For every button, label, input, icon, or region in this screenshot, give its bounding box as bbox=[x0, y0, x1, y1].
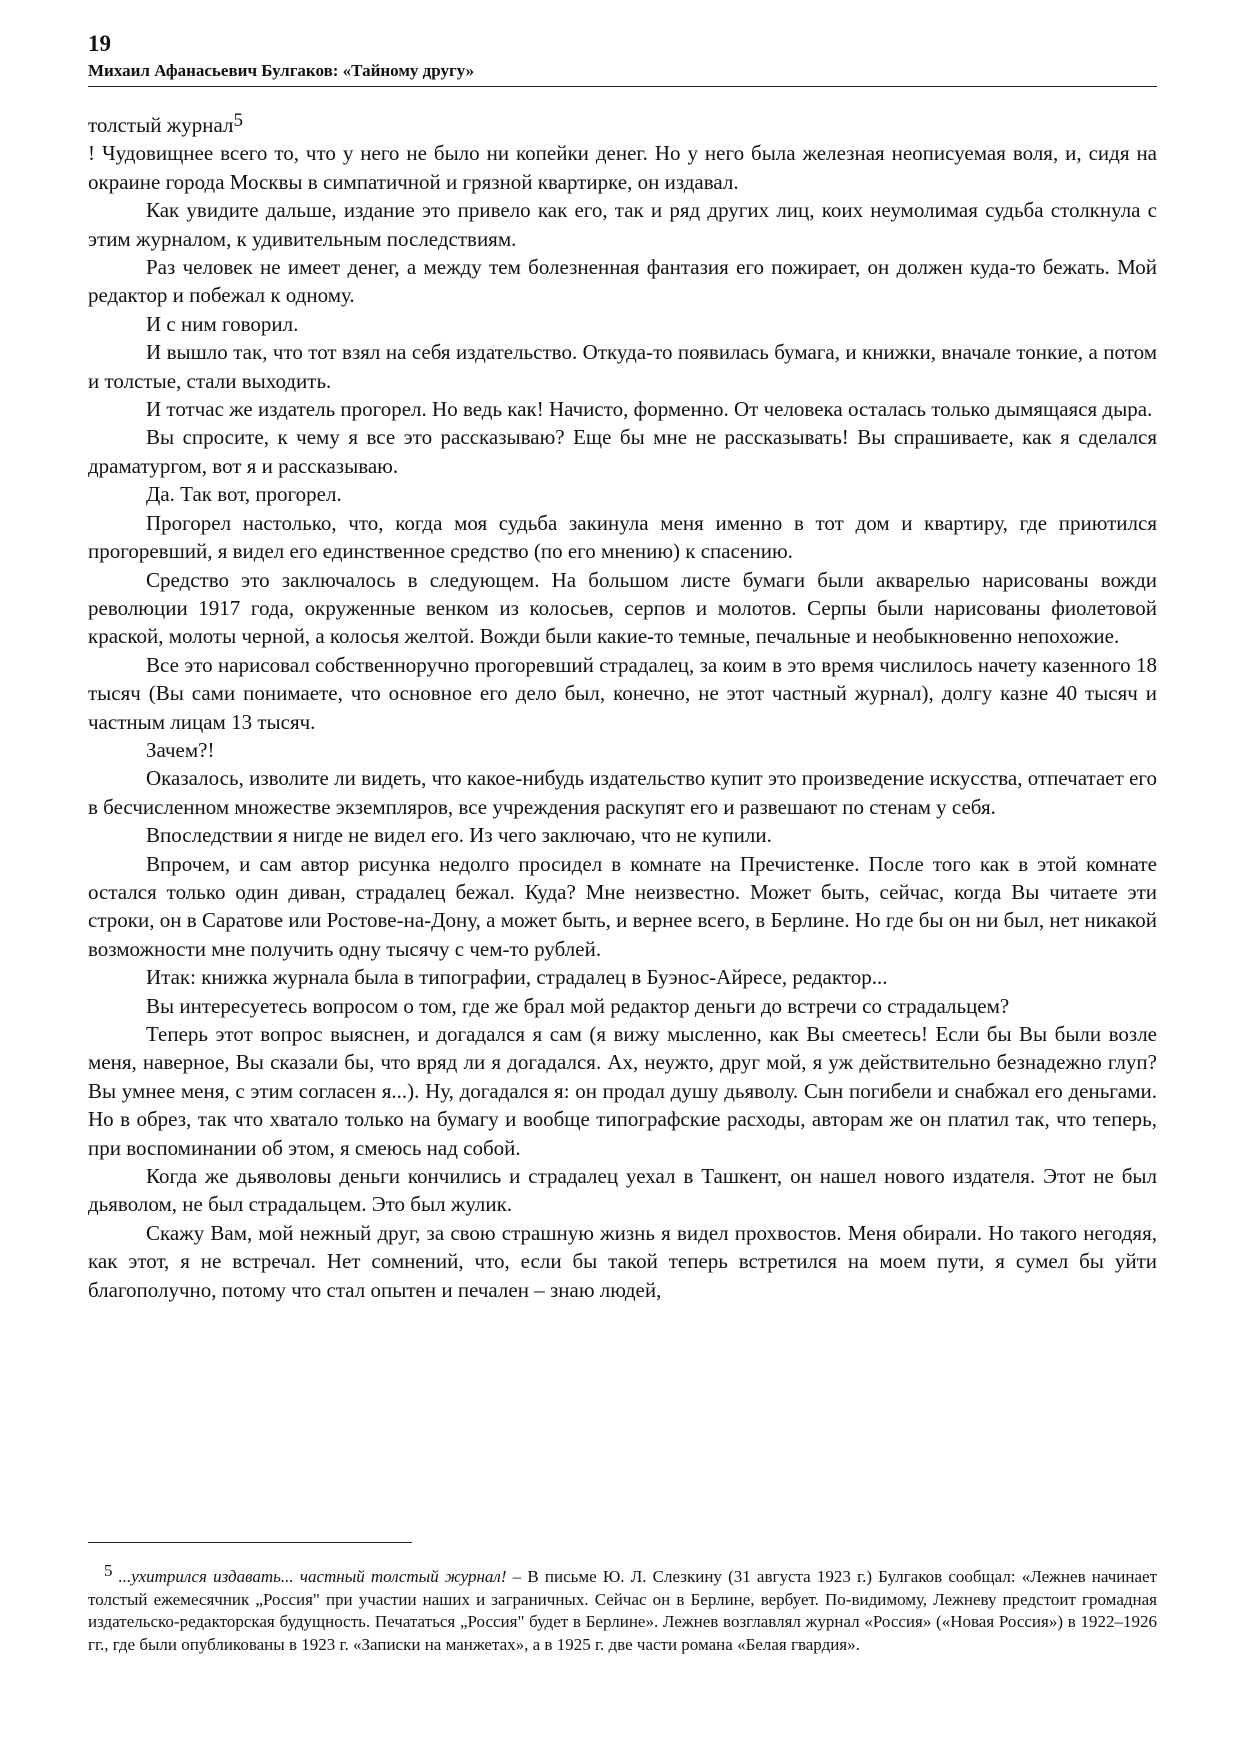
footnote-number: 5 bbox=[104, 1561, 113, 1580]
footnote-quote: ...ухитрился издавать... частный толстый журнал! bbox=[118, 1567, 507, 1586]
paragraph: Вы спросите, к чему я все это рассказываю? Еще бы мне не рассказывать! Вы спрашиваете, как я сделался драматургом, вот я и рассказываю. bbox=[88, 425, 1157, 478]
paragraph: Скажу Вам, мой нежный друг, за свою страшную жизнь я видел прохвостов. Меня обирали. Но такого негодяя, как этот, я не встречал. Нет сомнений, что, если бы такой теперь встретился на моем пути, я сумел бы уйти благополучно, потому что стал опытен и печален – знаю людей, bbox=[88, 1220, 1157, 1302]
body-text bbox=[88, 111, 1157, 1304]
paragraph: И с ним говорил. bbox=[146, 311, 299, 336]
opening-line bbox=[88, 111, 1157, 139]
paragraph: Оказалось, изволите ли видеть, что какое-нибудь издательство купит это произведение искусства, отпечатает его в бесчисленном множестве экземпляров, все учреждения раскупят его и развешают по стенам у себя. bbox=[88, 766, 1157, 819]
paragraph: ! Чудовищнее всего то, что у него не было ни копейки денег. Но у него была железная неописуемая воля, и, сидя на окраине города Москвы в симпатичной и грязной квартирке, он издавал. bbox=[88, 141, 1157, 194]
paragraph: Вы интересуетесь вопросом о том, где же брал мой редактор деньги до встречи со страдальцем? bbox=[146, 993, 1010, 1018]
paragraph: Как увидите дальше, издание это привело как его, так и ряд других лиц, коих неумолимая судьба столкнула с этим журналом, к удивительным последствиям. bbox=[88, 198, 1157, 251]
paragraph: Когда же дьяволовы деньги кончились и страдалец уехал в Ташкент, он нашел нового издателя. Этот не был дьяволом, не был страдальцем. Это был жулик. bbox=[88, 1164, 1157, 1217]
page bbox=[88, 30, 1157, 1304]
footnote-reference[interactable]: 5 bbox=[233, 110, 243, 131]
paragraph: Впрочем, и сам автор рисунка недолго просидел в комнате на Пречистенке. После того как в этой комнате остался только один диван, страдалец бежал. Куда? Мне неизвестно. Может быть, сейчас, когда Вы читаете эти строки, он в Саратове или Ростове-на-Дону, а может быть, и вернее всего, в Берлине. Но где бы он ни был, нет никакой возможности мне получить одну тысячу с чем-то рублей. bbox=[88, 851, 1157, 961]
paragraph: И вышло так, что тот взял на себя издательство. Откуда-то появилась бумага, и книжки, вначале тонкие, а потом и толстые, стали выходить. bbox=[88, 340, 1157, 393]
paragraph: Теперь этот вопрос выяснен, и догадался я сам (я вижу мысленно, как Вы смеетесь! Если бы Вы были возле меня, наверное, Вы сказали бы, что вряд ли я догадался. Ах, неужто, друг мой, я уж действительно безнадежно глуп? Вы умнее меня, с этим согласен я...). Ну, догадался я: он продал душу дьяволу. Сын погибели и снабжал его деньгами. Но в обрез, так что хватало только на бумагу и вообще типографские расходы, авторам же он платил так, что теперь, при воспоминании об этом, я смеюсь над собой. bbox=[88, 1022, 1157, 1160]
running-header: Михаил Афанасьевич Булгаков: «Тайному другу» bbox=[88, 60, 1157, 87]
paragraph: Итак: книжка журнала была в типографии, страдалец в Буэнос-Айресе, редактор... bbox=[146, 965, 888, 990]
page-number: 19 bbox=[88, 31, 111, 56]
paragraph: Все это нарисовал собственноручно прогоревший страдалец, за коим в это время числилось начету казенного 18 тысяч (Вы сами понимаете, что основное его дело был, конечно, не этот частный журнал), долгу казне 40 тысяч и частным лицам 13 тысяч. bbox=[88, 652, 1157, 734]
footnote-divider bbox=[88, 1542, 412, 1543]
footnote-text: – В письме Ю. Л. Слезкину (31 августа 1923 г.) Булгаков сообщал: «Лежнев начинает толстый ежемесячник „Россия" при участии наших и заграничных. Сейчас он в Берлине, вербует. По-видимому, Лежневу предстоит громадная издательско-редакторская будущность. Печататься „Россия" будет в Берлине». Лежнев возглавлял журнал «Россия» («Новая Россия») в 1922–1926 гг., где были опубликованы в 1923 г. «Записки на манжетах», а в 1925 г. две части романа «Белая гвардия». bbox=[88, 1567, 1157, 1654]
paragraph: Впоследствии я нигде не видел его. Из чего заключаю, что не купили. bbox=[146, 823, 772, 848]
paragraph: Раз человек не имеет денег, а между тем болезненная фантазия его пожирает, он должен куда-то бежать. Мой редактор и побежал к одному. bbox=[88, 255, 1157, 308]
paragraph: Да. Так вот, прогорел. bbox=[146, 482, 342, 507]
paragraph: Прогорел настолько, что, когда моя судьба закинула меня именно в тот дом и квартиру, где приютился прогоревший, я видел его единственное средство (по его мнению) к спасению. bbox=[88, 510, 1157, 564]
paragraph: Зачем?! bbox=[146, 737, 215, 762]
paragraph: И тотчас же издатель прогорел. Но ведь как! Начисто, форменно. От человека осталась только дымящаяся дыра. bbox=[146, 397, 1153, 422]
paragraph: Средство это заключалось в следующем. На большом листе бумаги были акварелью нарисованы вожди революции 1917 года, окруженные венком из колосьев, серпов и молотов. Серпы были нарисованы фиолетовой краской, молоты черной, а колосья желтой. Вожди были какие-то темные, печальные и необыкновенно непохожие. bbox=[88, 567, 1157, 649]
footnote bbox=[88, 1561, 1157, 1656]
opening-line-text: толстый журнал bbox=[88, 113, 234, 137]
